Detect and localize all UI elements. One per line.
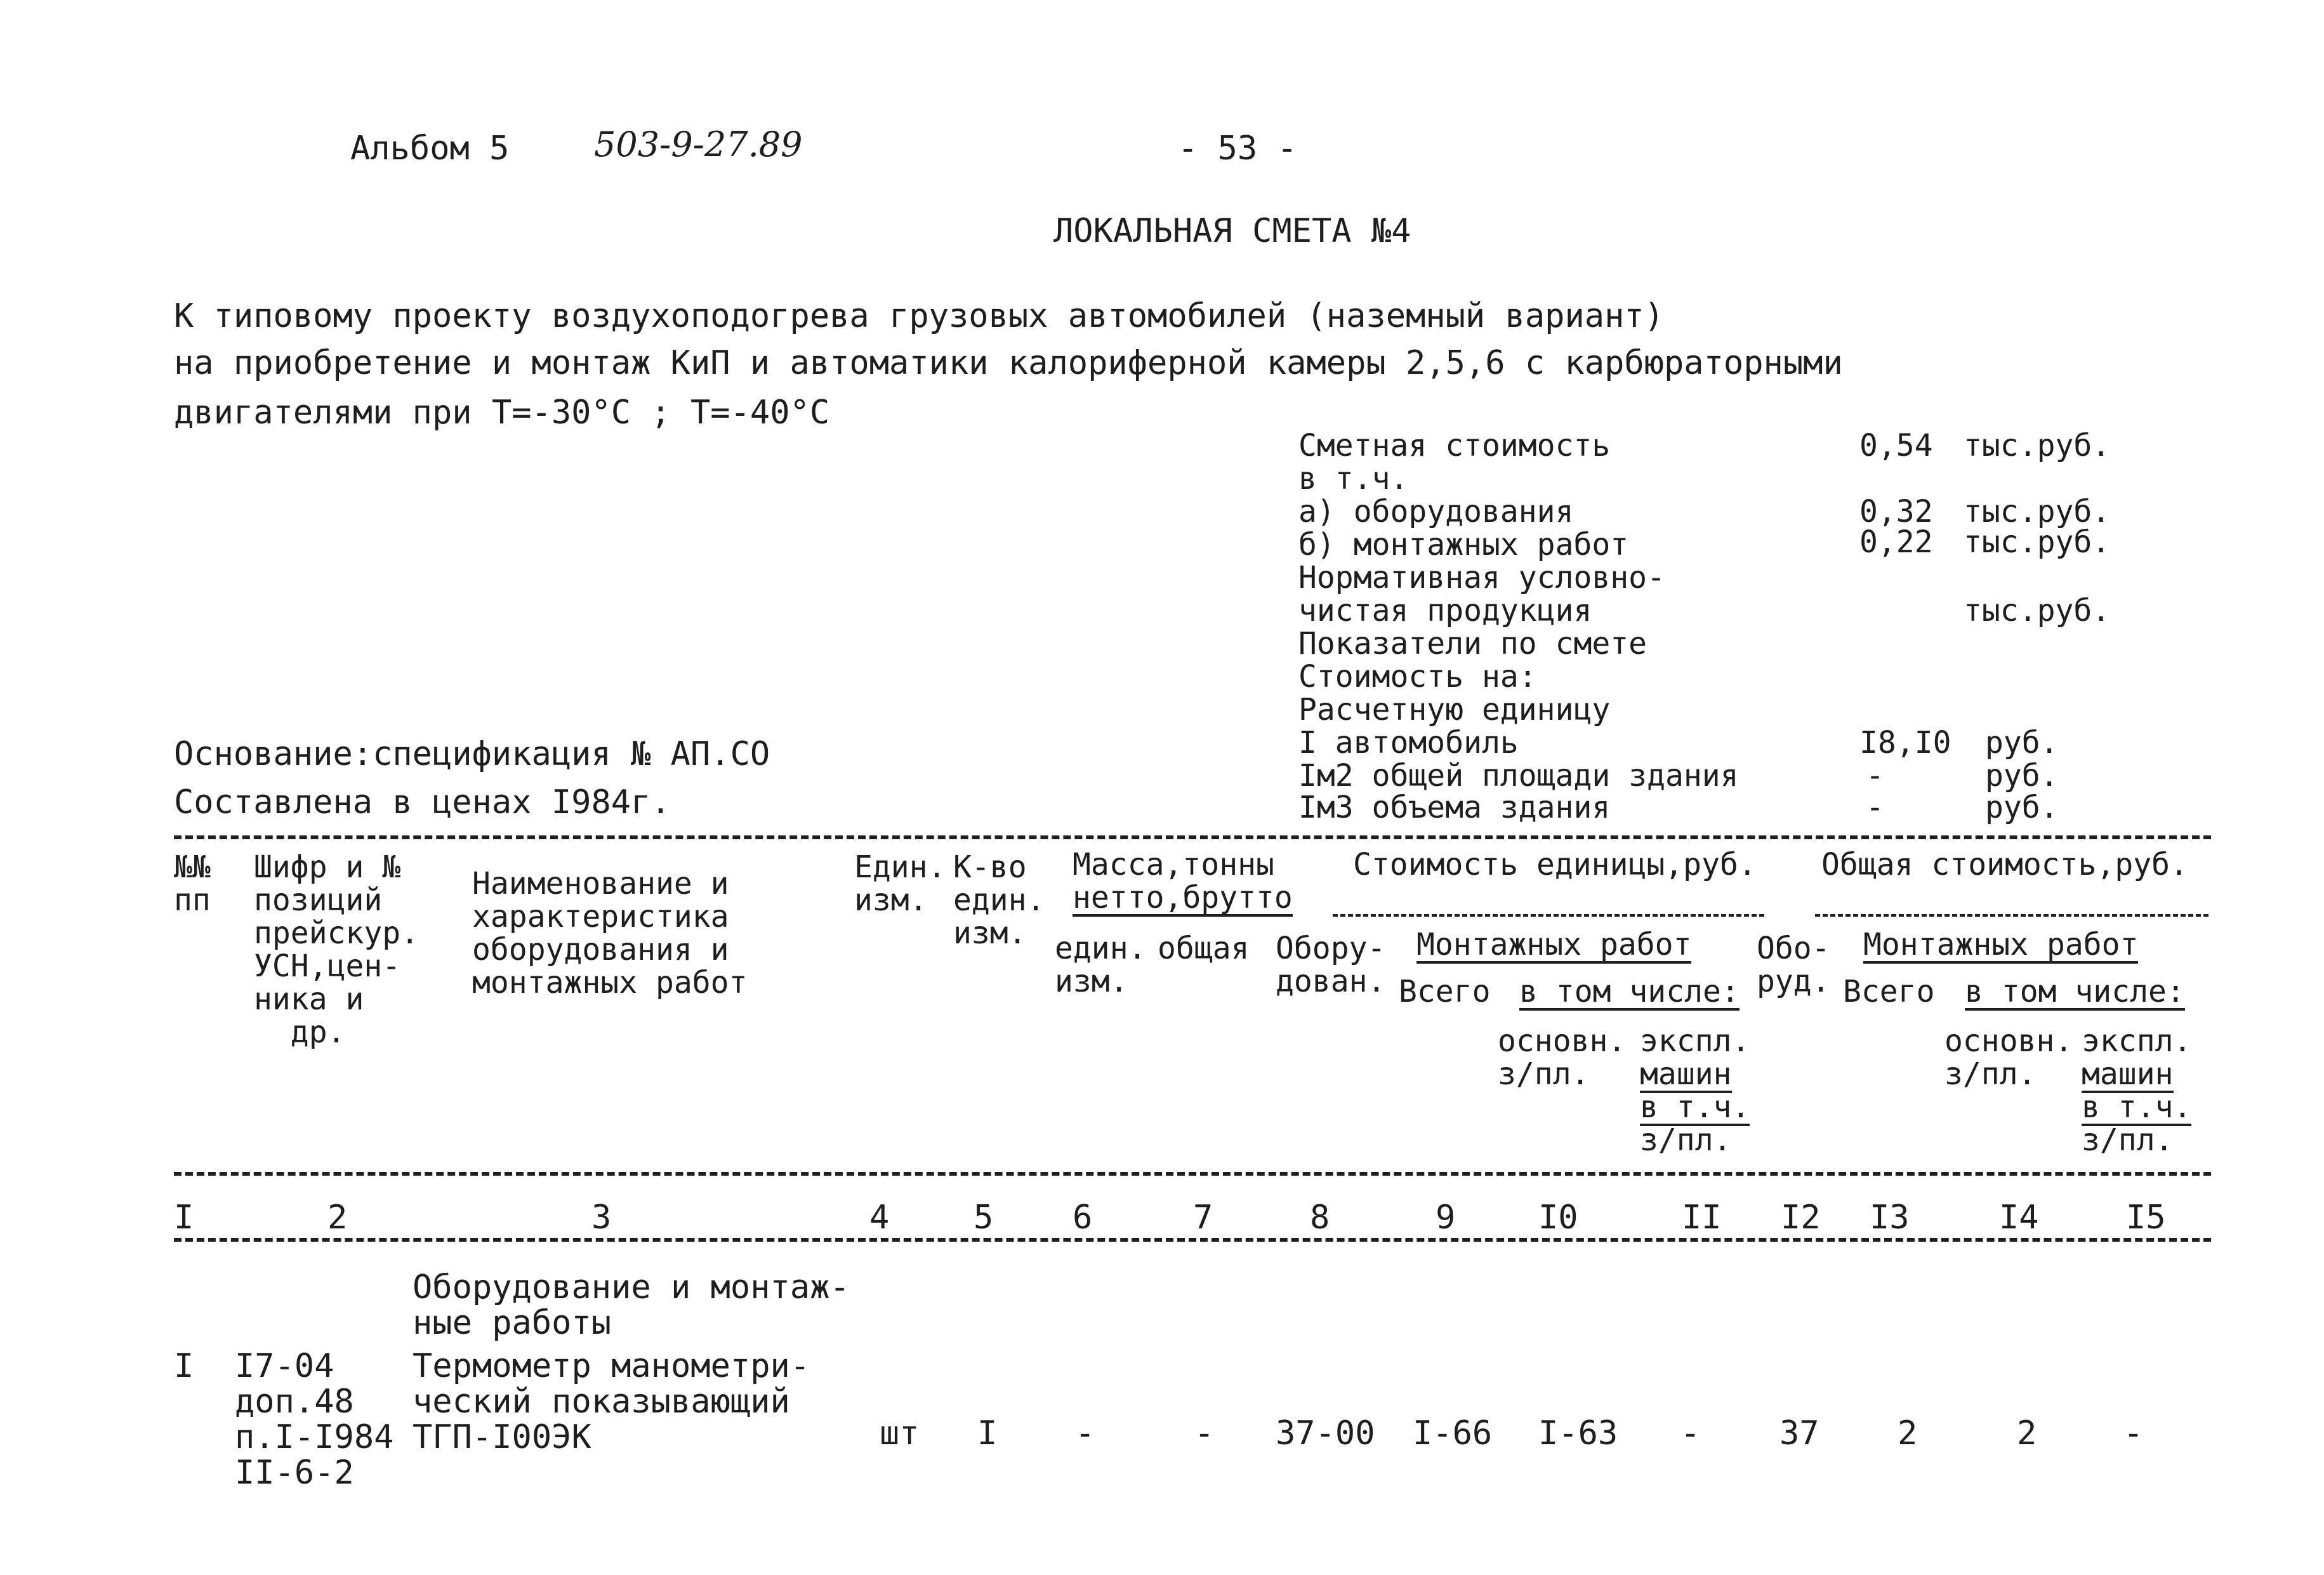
col-header-t-equipment: Обо- руд. (1757, 931, 1830, 999)
col-header-mash1: машин (1640, 1056, 1732, 1092)
summary-unit: руб. (1985, 758, 2059, 794)
summary-label: Iм2 общей площади здания (1298, 758, 1739, 794)
col-header-code: Шифр и № позиций прейскур. УСН,цен- ника и др. (254, 849, 419, 1050)
column-number: 7 (1193, 1199, 1213, 1237)
col-header-mass: Масса,тонны (1073, 847, 1274, 882)
cell-mont-total: I-66 (1413, 1414, 1493, 1452)
col-header-total-cost: Общая стоимость,руб. (1821, 847, 2188, 882)
col-header-mass-sub: нетто,брутто (1073, 880, 1293, 915)
cell-name: Термометр манометри- ческий показывающий ТГП-I00ЭК (413, 1347, 810, 1456)
header-bottom-rule (174, 1172, 2211, 1176)
summary-label: Нормативная условно- (1298, 560, 1665, 595)
summary-label: б) монтажных работ (1298, 527, 1629, 562)
summary-unit: тыс.руб. (1964, 593, 2111, 628)
number-row-rule (174, 1238, 2211, 1242)
cell-total-mont: 2 (1898, 1414, 1918, 1452)
col-header-name: Наименование и характеристика оборудования и монтажных работ (472, 866, 748, 1000)
cell-total-osn: 2 (2017, 1414, 2037, 1452)
summary-label: чистая продукция (1298, 593, 1592, 628)
summary-label: Стоимость на: (1298, 659, 1537, 694)
cell-mass-total: - (1194, 1414, 1215, 1452)
intro-line-2: на приобретение и монтаж КиП и автоматики калориферной камеры 2,5,6 с карбюраторными (174, 344, 1843, 382)
cell-mass-unit: - (1075, 1414, 1095, 1452)
table-top-rule (174, 835, 2211, 839)
summary-value: 0,22 (1859, 524, 1933, 560)
summary-label: Расчетную единицу (1298, 692, 1611, 728)
column-number: I2 (1781, 1199, 1821, 1237)
summary-value: 0,32 (1859, 494, 1933, 529)
col-header-unit: Един. изм. (854, 849, 946, 918)
summary-unit: тыс.руб. (1964, 524, 2111, 560)
col-header-unit-cost: Стоимость единицы,руб. (1353, 847, 1757, 882)
cell-equipment-cost: 37-00 (1276, 1414, 1375, 1452)
col-header-osn2: основн. з/пл. (1944, 1023, 2073, 1092)
album-label: Альбом 5 (350, 130, 510, 168)
col-header-mont1: Монтажных работ (1416, 927, 1692, 962)
col-header-qty: К-во един. изм. (953, 849, 1045, 951)
summary-unit: руб. (1985, 725, 2059, 761)
col-header-vtch2: в т.ч. (2082, 1089, 2192, 1125)
col-header-osn1: основн. з/пл. (1498, 1023, 1627, 1092)
intro-line-1: К типовому проекту воздухоподогрева грузовых автомобилей (наземный вариант) (174, 297, 1664, 335)
column-number: I3 (1870, 1199, 1910, 1237)
cell-total-eksp: - (2123, 1414, 2144, 1452)
col-header-mass-total: общая (1158, 931, 1250, 966)
summary-label: в т.ч. (1298, 461, 1409, 496)
document-title: ЛОКАЛЬНАЯ СМЕТА №4 (1053, 212, 1411, 250)
column-number: 5 (974, 1199, 994, 1237)
summary-label: а) оборудования (1298, 494, 1574, 529)
section-heading: Оборудование и монтаж- ные работы (413, 1268, 850, 1342)
column-number: I (174, 1199, 194, 1237)
column-number: I4 (1999, 1199, 2039, 1237)
cell-eksp: - (1680, 1414, 1701, 1452)
cell-qty: I (977, 1414, 998, 1452)
basis-text: Основание:спецификация № АП.СО (174, 735, 770, 773)
column-number: 8 (1310, 1199, 1330, 1237)
summary-value: 0,54 (1859, 428, 1933, 463)
summary-label: I автомобиль (1298, 725, 1519, 761)
summary-label: Сметная стоимость (1298, 428, 1611, 463)
col-header-vtom1: в том числе: (1519, 974, 1740, 1009)
column-number: 3 (591, 1199, 612, 1237)
col-header-zpl2: з/пл. (2082, 1122, 2174, 1158)
summary-value: I8,I0 (1859, 725, 1951, 761)
col-header-vsego1: Всего (1399, 974, 1491, 1009)
cell-total-equipment: 37 (1779, 1414, 1819, 1452)
col-header-mass-unit: един. изм. (1055, 931, 1147, 999)
summary-label: Показатели по смете (1298, 626, 1647, 661)
col-header-zpl1: з/пл. (1640, 1122, 1732, 1158)
col-header-number: №№ пп (174, 849, 211, 918)
col-header-mont2: Монтажных работ (1863, 927, 2139, 962)
column-number: 4 (869, 1199, 890, 1237)
col-header-mash2: машин (2082, 1056, 2174, 1092)
column-number: I0 (1538, 1199, 1578, 1237)
col-header-vsego2: Всего (1843, 974, 1935, 1009)
intro-line-3: двигателями при Т=-30°С ; Т=-40°С (174, 394, 830, 432)
summary-unit: тыс.руб. (1964, 494, 2111, 529)
column-number: 6 (1073, 1199, 1093, 1237)
col-header-vtch1: в т.ч. (1640, 1089, 1750, 1125)
unit-cost-rule (1333, 914, 1764, 917)
col-header-equipment: Обору- дован. (1276, 931, 1386, 999)
cell-osn-zpl: I-63 (1538, 1414, 1618, 1452)
page-number: - 53 - (1178, 130, 1297, 168)
summary-label: Iм3 объема здания (1298, 790, 1611, 825)
col-header-eksp1: экспл. (1640, 1023, 1750, 1059)
project-code: 503-9-27.89 (594, 124, 803, 164)
cell-unit: шт (880, 1414, 920, 1452)
column-number: I5 (2126, 1199, 2166, 1237)
cell-code: I7-04 доп.48 п.I-I984 II-6-2 (235, 1347, 394, 1492)
summary-value: - (1866, 790, 1884, 825)
prices-text: Составлена в ценах I984г. (174, 783, 671, 821)
summary-value: - (1866, 758, 1884, 794)
cell-number: I (174, 1347, 194, 1385)
total-cost-rule (1815, 914, 2208, 917)
col-header-eksp2: экспл. (2082, 1023, 2192, 1059)
column-number: II (1682, 1199, 1722, 1237)
column-number: 9 (1436, 1199, 1456, 1237)
summary-unit: тыс.руб. (1964, 428, 2111, 463)
col-header-vtom2: в том числе: (1965, 974, 2185, 1009)
summary-unit: руб. (1985, 790, 2059, 825)
column-number: 2 (327, 1199, 348, 1237)
